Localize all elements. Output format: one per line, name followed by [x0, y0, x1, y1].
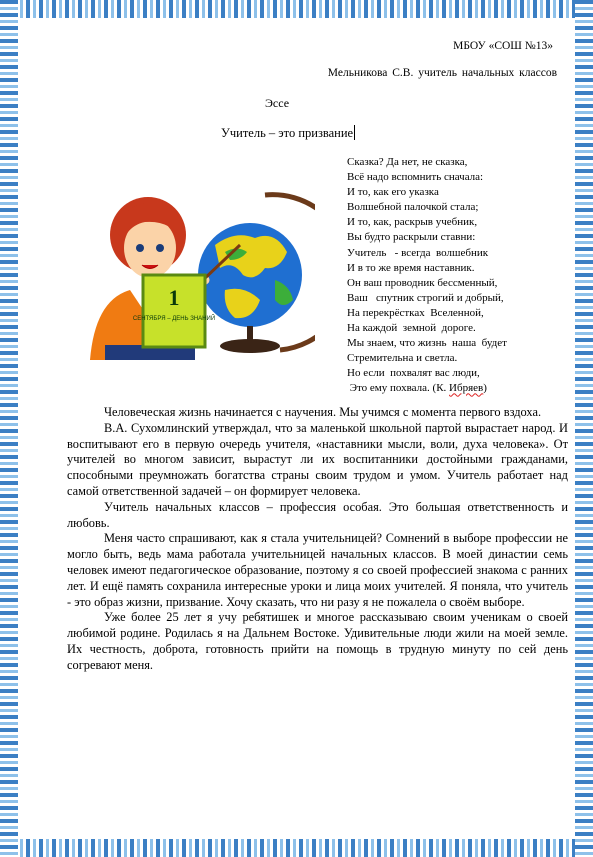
poem-line: Ваш спутник строгий и добрый,: [347, 291, 504, 304]
poem-line: На перекрёстках Вселенной,: [347, 306, 484, 319]
author-line: Мельникова С.В. учитель начальных классов: [327, 67, 557, 79]
epigraph-poem: [347, 155, 507, 397]
border-left: [0, 0, 18, 857]
poem-line: Он ваш проводник бессменный,: [347, 276, 498, 289]
poem-line: Но если похвалят вас люди,: [347, 367, 480, 380]
essay-title[interactable]: [221, 125, 355, 141]
poem-line-suffix: ): [483, 382, 487, 395]
paragraph: Уже более 25 лет я учу ребятишек и многое рассказываю своим ученикам о своей любимой родине. Родилась я на Дальнем Востоке. Удивительные люди жили на моей земле. Их честность, доброта, готовность прийти на помощь в трудную минуту по сей день согревают меня.: [67, 610, 568, 672]
border-top: [0, 0, 593, 18]
border-bottom: [0, 839, 593, 857]
poem-line: На каждой земной дороге.: [347, 322, 476, 335]
globe-icon: [198, 195, 315, 353]
poem-line: Сказка? Да нет, не сказка,: [347, 156, 468, 168]
poem-line: Всё надо вспомнить сначала:: [347, 171, 484, 184]
text-cursor: [354, 125, 355, 140]
poem-line: Мы знаем, что жизнь наша будет: [347, 337, 507, 350]
poem-line: И в то же время наставник.: [347, 261, 475, 274]
book-number: 1: [168, 285, 180, 310]
paragraph: Человеческая жизнь начинается с научения. Мы учимся с момента первого вздоха.: [104, 405, 542, 419]
paragraph: Меня часто спрашивают, как я стала учительницей? Сомнений в выборе профессии не могло быть, ведь мама работала учительницей начальных классов. В моей династии семь человек имеют педагогическое образование, поэтому я со своей профессией знакома с ранних лет. И ещё память сохранила интересные уроки и лица моих учителей. Я поняла, что учитель - это образ жизни, призвание. Хочу сказать, что ни разу я не пожалела о своём выборе.: [67, 531, 568, 609]
paragraph: В.А. Сухомлинский утверждал, что за маленькой школьной партой вырастает народ. И воспитывают его в первую очередь учителя, «наставники мысли, воли, духа человека». От учителей во многом зависит, вырастут ли их воспитанники достойными гражданами, способными преумножать богатства страны своим трудом и умом. Учитель работает над самой ответственной задачей – он формирует человека.: [67, 420, 568, 498]
poem-line: Учитель - всегда волшебник: [347, 246, 489, 259]
poem-last-line: [347, 381, 507, 396]
essay-body: [67, 405, 568, 674]
poem-line: Волшебной палочкой стала;: [347, 201, 479, 214]
poem-line-prefix: Это ему похвала. (К.: [347, 382, 450, 395]
border-right: [575, 0, 593, 857]
paragraph: Учитель начальных классов – профессия особая. Это большая ответственность и любовь.: [67, 499, 568, 530]
school-name: МБОУ «СОШ №13»: [453, 40, 553, 52]
poem-line: Вы будто раскрыли ставни:: [347, 231, 476, 244]
poem-line: И то, как, раскрыв учебник,: [347, 216, 478, 229]
genre-label: Эссе: [265, 96, 290, 110]
book-icon: [133, 275, 215, 347]
book-caption: СЕНТЯБРЯ – ДЕНЬ ЗНАНИЙ: [132, 316, 216, 322]
spellcheck-word: Ибряев: [449, 382, 484, 395]
svg-text:СЕНТЯБРЯ – ДЕНЬ ЗНАНИЙ: [133, 314, 215, 322]
poem-line: Стремительна и светла.: [347, 352, 458, 365]
poem-line: И то, как его указка: [347, 186, 439, 199]
teacher-globe-illustration: [75, 160, 315, 360]
essay-title-text: Учитель – это призвание: [221, 126, 354, 140]
